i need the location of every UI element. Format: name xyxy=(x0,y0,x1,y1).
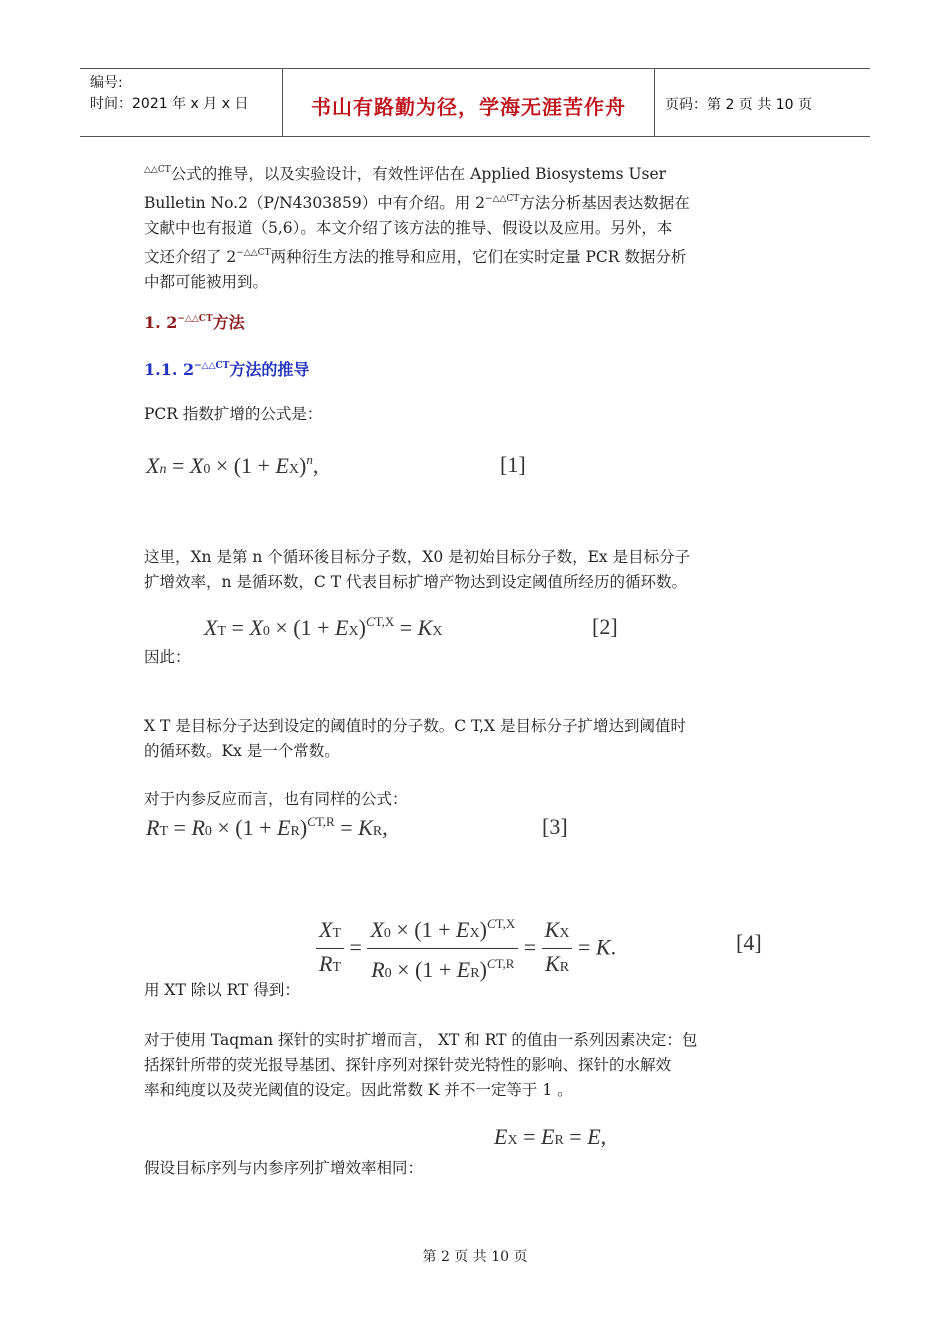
motto: 书山有路勤为径，学海无涯苦作舟 xyxy=(311,95,626,119)
equation-1: Xn = X0 × (1 + EX)$^n$, xyxy=(146,452,319,478)
intro-paragraph xyxy=(144,158,690,295)
header-meta-cell xyxy=(80,69,283,136)
explanation-1-line-2: 扩增效率，n 是循环数，C T 代表目标扩增产物达到设定阈值所经历的循环数。 xyxy=(144,573,687,591)
number-label: 编号: xyxy=(90,75,123,91)
equation-3: RT = R0 × (1 + ER)$^{CT,R}$ = KR, xyxy=(146,814,388,840)
equation-2-number: [2] xyxy=(592,614,618,639)
fraction-expanded: $\frac{X0 \times (1 + EX)^{CT,X}}{R0 \times (1 + ER)^{CT,R}}$ xyxy=(367,910,518,989)
equation-4-number: [4] xyxy=(736,930,762,955)
intro-line-5: 中都可能被用到。 xyxy=(144,273,269,291)
header-motto-cell xyxy=(283,69,655,136)
header-page-label: 页码：第 2 页 共 10 页 xyxy=(665,97,812,113)
explanation-2-line-1: X T 是目标分子达到设定的阈值时的分子数。C T,X 是目标分子扩增达到阈值时 xyxy=(144,717,686,735)
explanation-2-line-2: 的循环数。Kx 是一个常数。 xyxy=(144,742,340,760)
page-footer: 第 2 页 共 10 页 xyxy=(422,1249,528,1265)
fraction-kx-kr: $\frac{KX}{KR}$ xyxy=(542,916,573,983)
intro-line-1: $^{\triangle\triangle CT}$公式的推导，以及实验设计，有效性评估在 Applied Biosystems User xyxy=(144,165,667,183)
reference-intro: 对于内参反应而言，也有同样的公式： xyxy=(144,790,408,808)
section-heading-1-1: 1.1. $2^{-\triangle\triangle CT}$方法的推导 xyxy=(144,360,310,379)
header-page-cell xyxy=(655,69,870,136)
explanation-1-line-1: 这里，Xn 是第 n 个循环後目标分子数，X0 是初始目标分子数，Ex 是目标分子 xyxy=(144,548,691,566)
page-header xyxy=(80,68,870,137)
pcr-formula-intro: PCR 指数扩增的公式是： xyxy=(144,405,323,423)
equation-1-number: [1] xyxy=(500,452,526,477)
fraction-xt-rt: $\frac{XT}{RT}$ xyxy=(316,916,344,983)
explanation-paragraph-2 xyxy=(144,714,686,764)
intro-line-2: Bulletin No.2（P/N4303859）中有介绍。用 $2^{-\triangle\triangle CT}$方法分析基因表达数据在 xyxy=(144,194,690,212)
taqman-paragraph xyxy=(144,1028,697,1103)
assumption-text: 假设目标序列与内参序列扩增效率相同： xyxy=(144,1159,424,1177)
taqman-line-1: 对于使用 Taqman 探针的实时扩增而言， XT 和 RT 的值由一系列因素决定：包 xyxy=(144,1031,698,1049)
therefore-text: 因此： xyxy=(144,648,191,666)
equation-3-number: [3] xyxy=(542,814,568,839)
date-label: 时间：2021 年 x 月 x 日 xyxy=(90,96,249,112)
section-heading-1: 1. $2^{-\triangle\triangle CT}$方法 xyxy=(144,313,245,332)
divide-text: 用 XT 除以 RT 得到： xyxy=(144,981,300,999)
equation-4: $\frac{XT}{RT}$ = $\frac{X0 \times (1 + EX)^{CT,X}}{R0 \times (1 + ER)^{CT,R}}$ = $\frac{KX}{KR}$ = K. xyxy=(316,910,616,989)
intro-line-3: 文献中也有报道（5,6）。本文介绍了该方法的推导、假设以及应用。另外，本 xyxy=(144,219,673,237)
equation-5: EX = ER = E, xyxy=(494,1124,607,1149)
equation-2: XT = X0 × (1 + EX)$^{CT,X}$ = KX xyxy=(204,614,443,640)
intro-line-4: 文还介绍了 $2^{-\triangle\triangle CT}$两种衍生方法的推导和应用，它们在实时定量 PCR 数据分析 xyxy=(144,248,687,266)
taqman-line-3: 率和纯度以及荧光阈值的设定。因此常数 K 并不一定等于 1 。 xyxy=(144,1081,573,1099)
explanation-paragraph-1 xyxy=(144,545,690,595)
taqman-line-2: 括探针所带的荧光报导基团、探针序列对探针荧光特性的影响、探针的水解效 xyxy=(144,1056,672,1074)
